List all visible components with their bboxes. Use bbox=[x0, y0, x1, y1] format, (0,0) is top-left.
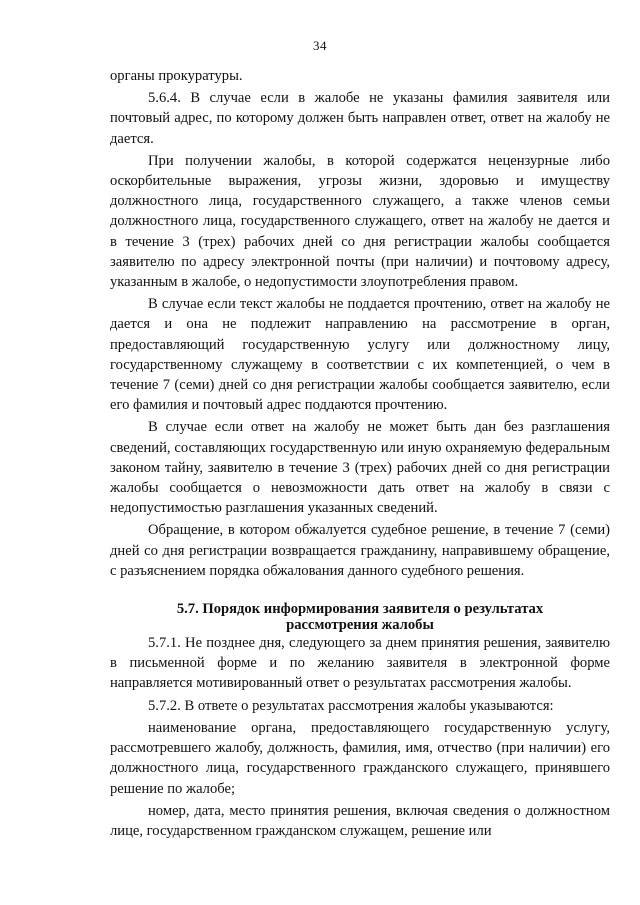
paragraph-secret-information: В случае если ответ на жалобу не может быть дан без разглашения сведений, составляющих государственную или иную охраняемую федеральным законом тайну, заявителю в течение 3 (трех) рабочих дней со дня регистрации жалобы сообщается о невозможности дать ответ на жалобу в связи с недопустимостью разглашения указанных сведений. bbox=[110, 419, 610, 517]
section-heading-line-2: рассмотрения жалобы bbox=[286, 617, 434, 634]
paragraph-5-7-1: 5.7.1. Не позднее дня, следующего за днем принятия решения, заявителю в письменной форме и по желанию заявителя в электронной форме направляется мотивированный ответ о результатах рассмотрения жалобы. bbox=[110, 635, 610, 692]
paragraph-5-6-4: 5.6.4. В случае если в жалобе не указаны фамилия заявителя или почтовый адрес, по которому должен быть направлен ответ, ответ на жалобу не дается. bbox=[110, 90, 610, 147]
page-number: 34 bbox=[313, 38, 327, 53]
section-heading-line-1: 5.7. Порядок информирования заявителя о результатах bbox=[176, 601, 544, 618]
paragraph-unreadable-complaint: В случае если текст жалобы не поддается прочтению, ответ на жалобу не дается и она не подлежит направлению на рассмотрение в орган, предоставляющий государственную услугу или должностному лицу, государственному служащему в соответствии с их компетенцией, о чем в течение 7 (семи) дней со дня регистрации жалобы сообщается заявителю, если его фамилия и почтовый адрес поддаются прочтению. bbox=[110, 296, 610, 414]
paragraph-decision-details: номер, дата, место принятия решения, включая сведения о должностном лице, государственном гражданском служащем, решение или bbox=[110, 802, 610, 839]
paragraph-continuation: органы прокуратуры. bbox=[110, 68, 243, 84]
document-body bbox=[110, 66, 610, 841]
paragraph-court-decision: Обращение, в котором обжалуется судебное решение, в течение 7 (семи) дней со дня регистрации возвращается гражданину, направившему обращение, с разъяснением порядка обжалования данного судебного решения. bbox=[110, 522, 610, 579]
paragraph-obscene-complaint: При получении жалобы, в которой содержатся нецензурные либо оскорбительные выражения, угрозы жизни, здоровью и имуществу должностного лица, государственного служащего, а также членов семьи должностного лица, государственного служащего, ответ на жалобу не дается и в течение 3 (трех) рабочих дней со дня регистрации жалобы сообщается заявителю по адресу электронной почты (при наличии) и почтовому адресу, указанным в жалобе, о недопустимости злоупотребления правом. bbox=[110, 152, 610, 291]
section-heading-5-7 bbox=[110, 601, 610, 633]
paragraph-organ-name: наименование органа, предоставляющего государственную услугу, рассмотревшего жалобу, должность, фамилия, имя, отчество (при наличии) его должностного лица, государственного гражданского служащего, принявшего решение по жалобе; bbox=[110, 719, 610, 797]
paragraph-5-7-2: 5.7.2. В ответе о результатах рассмотрения жалобы указываются: bbox=[148, 697, 554, 714]
